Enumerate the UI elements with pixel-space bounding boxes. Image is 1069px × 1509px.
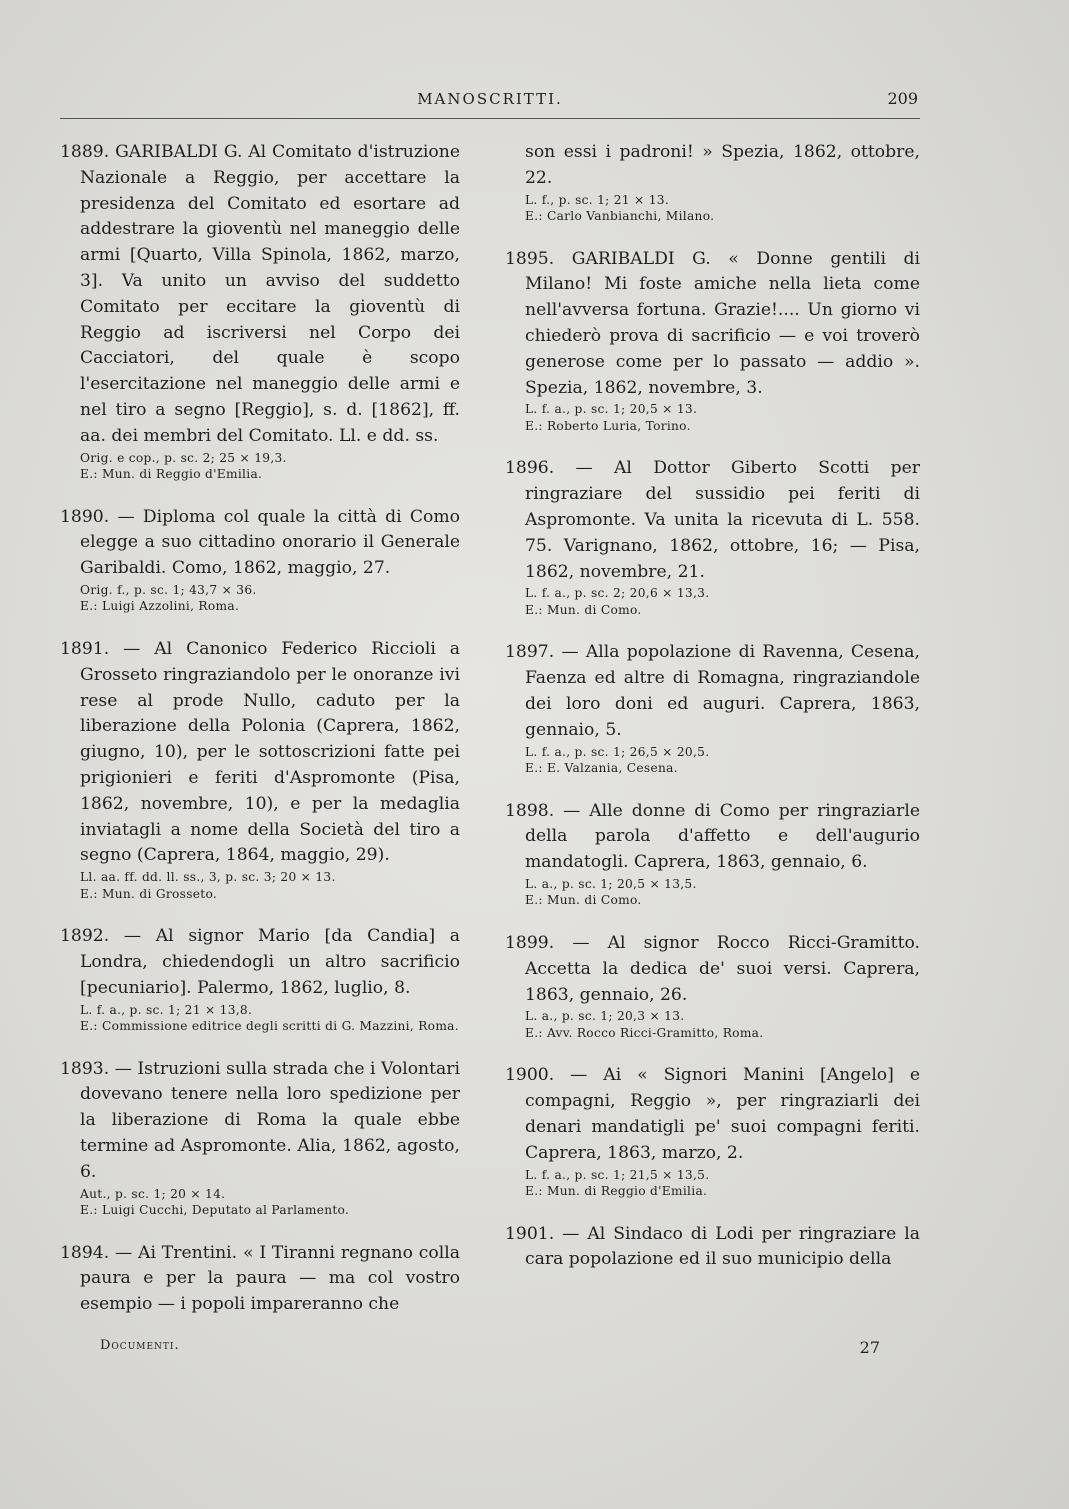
entry-owner: E.: Mun. di Grosseto. [80,886,218,901]
entry-1900 [505,1063,920,1199]
entry-owner: E.: Mun. di Como. [525,893,642,908]
sheet-number: 27 [859,1338,880,1357]
entry-1901 [505,1222,920,1274]
entry-text: 1898. — Alle donne di Como per ringraziarle della parola d'affetto e dell'augurio mandatogli. Caprera, 1863, gennaio, 6. [505,800,920,873]
entry-description: L. f. a., p. sc. 1; 21,5 × 13,5. [525,1167,710,1182]
entry-text: 1891. — Al Canonico Federico Riccioli a Grosseto ringraziandolo per le onoranze ivi rese al prode Nullo, caduto per la liberazione della Polonia (Caprera, 1862, giugno, 10), per le sottoscrizioni fatte pei prigionieri e feriti d'Aspromonte (Pisa, 1862, novembre, 10), e per la medaglia inviatagli a nome della Società del tiro a segno (Caprera, 1864, maggio, 29). [60,638,460,866]
page-footer [100,1338,880,1362]
entry-1894 [60,1241,460,1318]
entry-owner: E.: Mun. di Reggio d'Emilia. [525,1184,708,1199]
entry-text: 1897. — Alla popolazione di Ravenna, Cesena, Faenza ed altre di Romagna, ringraziandole dei loro doni ed auguri. Caprera, 1863, gennaio, 5. [505,642,920,740]
entry-text: 1896. — Al Dottor Giberto Scotti per ringraziare del sussidio pei feriti di Aspromonte. Va unita la ricevuta di L. 558. 75. Varignano, 1862, ottobre, 16; — Pisa, 1862, novembre, 21. [505,458,920,582]
entry-text: 1895. GARIBALDI G. « Donne gentili di Milano! Mi foste amiche nella lieta come nell'avversa fortuna. Grazie!.... Un giorno vi chiederò prova di sacrificio — e voi troverò generose come per lo passato — addio ». Spezia, 1862, novembre, 3. [505,248,920,398]
entry-1894-continued [505,140,920,225]
entry-owner: E.: Luigi Azzolini, Roma. [80,599,240,614]
entry-1895 [505,247,920,435]
entry-1890 [60,505,460,615]
entry-description: L. f. a., p. sc. 1; 20,5 × 13. [525,402,698,417]
entry-1896 [505,456,920,618]
entry-text: 1892. — Al signor Mario [da Candia] a Londra, chiedendogli un altro sacrificio [pecuniario]. Palermo, 1862, luglio, 8. [60,926,460,998]
running-title: MANOSCRITTI. [417,90,563,108]
entry-1892 [60,924,460,1034]
entry-text: 1889. GARIBALDI G. Al Comitato d'istruzione Nazionale a Reggio, per accettare la presidenza del Comitato ed esortare ad addestrare la gioventù nel maneggio delle armi [Quarto, Villa Spinola, 1862, marzo, 3]. Va unito un avviso del suddetto Comitato per eccitare la gioventù di Reggio ad iscriversi nel Corpo dei Cacciatori, del quale è scopo l'esercitazione nel maneggio delle armi e nel tiro a segno [Reggio], s. d. [1862], ff. aa. dei membri del Comitato. Ll. e dd. ss. [60,142,460,446]
entry-text: 1899. — Al signor Rocco Ricci-Gramitto. Accetta la dedica de' suoi versi. Caprera, 1863, gennaio, 26. [505,932,920,1005]
entry-owner: E.: Commissione editrice degli scritti di G. Mazzini, Roma. [80,1019,459,1034]
entry-1891 [60,637,460,902]
entry-description: Orig. f., p. sc. 1; 43,7 × 36. [80,582,257,597]
entry-description: L. f. a., p. sc. 1; 21 × 13,8. [80,1002,253,1017]
entry-description: Ll. aa. ff. dd. ll. ss., 3, p. sc. 3; 20 × 13. [80,870,336,885]
entry-owner: E.: Mun. di Como. [525,602,642,617]
entry-owner: E.: Mun. di Reggio d'Emilia. [80,467,263,482]
right-column [505,140,920,1295]
entry-1899 [505,931,920,1041]
entry-owner: E.: Carlo Vanbianchi, Milano. [525,209,715,224]
entry-description: Orig. e cop., p. sc. 2; 25 × 19,3. [80,450,287,465]
left-column [60,140,460,1340]
entry-owner: E.: E. Valzania, Cesena. [525,761,678,776]
entry-1897 [505,640,920,776]
signature-mark: Documenti. [100,1338,180,1353]
entry-text: 1894. — Ai Trentini. « I Tiranni regnano colla paura e per la paura — ma col vostro esempio — i popoli impareranno che [60,1242,460,1315]
entry-description: Aut., p. sc. 1; 20 × 14. [80,1186,226,1201]
entry-1893 [60,1057,460,1219]
entry-owner: E.: Avv. Rocco Ricci-Gramitto, Roma. [525,1025,764,1040]
entry-description: L. f. a., p. sc. 1; 26,5 × 20,5. [525,744,710,759]
page-number: 209 [887,89,918,108]
entry-description: L. a., p. sc. 1; 20,3 × 13. [525,1009,685,1024]
entry-text: 1901. — Al Sindaco di Lodi per ringraziare la cara popolazione ed il suo municipio della [505,1223,920,1270]
entry-1889 [60,140,460,483]
entry-1898 [505,799,920,909]
entry-text: 1890. — Diploma col quale la città di Como elegge a suo cittadino onorario il Generale Garibaldi. Como, 1862, maggio, 27. [60,506,460,579]
entry-owner: E.: Luigi Cucchi, Deputato al Parlamento. [80,1203,350,1217]
running-header [60,88,920,119]
entry-description: L. a., p. sc. 1; 20,5 × 13,5. [525,876,697,891]
entry-description: L. f., p. sc. 1; 21 × 13. [525,192,670,207]
entry-text: son essi i padroni! » Spezia, 1862, ottobre, 22. [525,142,920,188]
entry-text: 1900. — Ai « Signori Manini [Angelo] e compagni, Reggio », per ringraziarli dei denari mandatigli pe' suoi compagni feriti. Caprera, 1863, marzo, 2. [505,1065,920,1163]
entry-description: L. f. a., p. sc. 2; 20,6 × 13,3. [525,586,710,601]
entry-text: 1893. — Istruzioni sulla strada che i Volontari dovevano tenere nella loro spedizione per la liberazione di Roma la quale ebbe termine ad Aspromonte. Alia, 1862, agosto, 6. [60,1058,460,1182]
entry-owner: E.: Roberto Luria, Torino. [525,418,691,433]
